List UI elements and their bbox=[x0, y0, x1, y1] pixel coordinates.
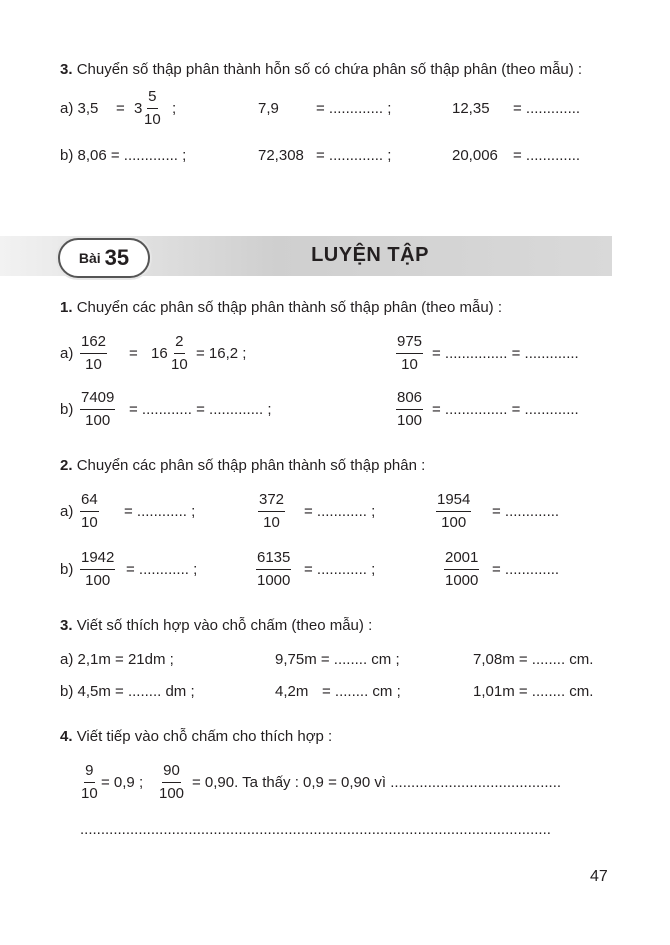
ex3-b2: 4,2m bbox=[275, 683, 309, 700]
lesson-badge-number: 35 bbox=[104, 245, 130, 270]
ex1-b-fraction-1-answer[interactable]: = ............ = ............. ; bbox=[129, 401, 272, 418]
ex2-a-fraction-1 bbox=[80, 491, 99, 532]
fraction-numerator: 1942 bbox=[80, 549, 115, 570]
fraction-denominator: 100 bbox=[397, 412, 423, 429]
ex2-a-label: a) bbox=[60, 503, 74, 520]
ex4-fraction-1 bbox=[80, 762, 99, 803]
fraction-denominator: 10 bbox=[81, 785, 98, 802]
prev-ex3-a-whole: 3 bbox=[134, 100, 143, 117]
lesson-title: LUYỆN TẬP bbox=[311, 244, 429, 266]
fraction-denominator: 100 bbox=[441, 514, 467, 531]
ex1-b-fraction-2-answer[interactable]: = ............... = ............. bbox=[432, 401, 579, 418]
fraction-denominator: 10 bbox=[171, 356, 188, 373]
ex4-explanation-line[interactable]: = 0,90. Ta thấy : 0,9 = 0,90 vì ......................................... bbox=[192, 774, 562, 791]
fraction-numerator: 2 bbox=[174, 333, 184, 354]
ex3-b3[interactable]: 1,01m = ........ cm. bbox=[473, 683, 594, 700]
fraction-numerator: 64 bbox=[80, 491, 99, 512]
fraction-denominator: 10 bbox=[85, 356, 102, 373]
ex4-number: 4. bbox=[60, 728, 73, 745]
ex3-number: 3. bbox=[60, 617, 73, 634]
prev-ex3-a-item3: 12,35 bbox=[452, 100, 490, 117]
prev-ex3-b-item3-answer[interactable]: = ............. bbox=[513, 147, 581, 164]
ex1-a-whole: 16 bbox=[151, 345, 168, 362]
ex2-a-fraction-2-answer[interactable]: = ............ ; bbox=[304, 503, 376, 520]
ex2-number: 2. bbox=[60, 457, 73, 474]
ex1-heading bbox=[60, 299, 502, 317]
prev-ex3-heading bbox=[60, 61, 582, 79]
fraction-denominator: 10 bbox=[144, 111, 161, 128]
fraction-denominator: 100 bbox=[85, 412, 111, 429]
fraction-denominator: 10 bbox=[401, 356, 418, 373]
fraction-numerator: 5 bbox=[147, 88, 157, 109]
ex1-a-label: a) bbox=[60, 345, 74, 362]
ex2-a-fraction-3-answer[interactable]: = ............. bbox=[492, 503, 560, 520]
fraction-numerator: 90 bbox=[162, 762, 181, 783]
ex3-b2-answer[interactable]: = ........ cm ; bbox=[322, 683, 401, 700]
ex1-a-fraction-3 bbox=[396, 333, 423, 374]
prev-ex3-a-label: a) 3,5 bbox=[60, 100, 99, 117]
fraction-numerator: 2001 bbox=[444, 549, 479, 570]
ex2-title: Chuyển các phân số thập phân thành số thập phân : bbox=[76, 457, 426, 474]
fraction-numerator: 6135 bbox=[256, 549, 291, 570]
ex1-title: Chuyển các phân số thập phân thành số thập phân (theo mẫu) : bbox=[76, 299, 502, 316]
ex1-a-fraction-2 bbox=[170, 333, 189, 374]
fraction-denominator: 1000 bbox=[445, 572, 479, 589]
fraction-numerator: 372 bbox=[258, 491, 285, 512]
ex4-title: Viết tiếp vào chỗ chấm cho thích hợp : bbox=[76, 728, 333, 745]
lesson-badge-label: Bài bbox=[78, 250, 101, 266]
ex2-b-fraction-2-answer[interactable]: = ............ ; bbox=[304, 561, 376, 578]
ex1-b-fraction-1 bbox=[80, 389, 115, 430]
fraction-numerator: 9 bbox=[84, 762, 94, 783]
ex4-heading bbox=[60, 728, 332, 746]
prev-ex3-a-item2-answer[interactable]: = ............. ; bbox=[316, 100, 392, 117]
ex1-a-fraction-1 bbox=[80, 333, 107, 374]
ex1-b-fraction-2 bbox=[396, 389, 423, 430]
lesson-badge bbox=[58, 238, 150, 278]
ex1-b-label: b) bbox=[60, 401, 74, 418]
ex2-a-fraction-2 bbox=[258, 491, 285, 532]
page-number: 47 bbox=[590, 868, 608, 885]
ex2-a-fraction-3 bbox=[436, 491, 471, 532]
fraction-denominator: 10 bbox=[81, 514, 98, 531]
fraction-denominator: 1000 bbox=[257, 572, 291, 589]
ex4-fraction-1-answer: = 0,9 ; bbox=[101, 774, 144, 791]
ex4-fraction-2 bbox=[158, 762, 185, 803]
ex3-b1[interactable]: b) 4,5m = ........ dm ; bbox=[60, 683, 195, 700]
prev-ex3-b-item2: 72,308 bbox=[258, 147, 304, 164]
ex2-b-label: b) bbox=[60, 561, 74, 578]
prev-ex3-a-fraction bbox=[143, 88, 162, 129]
fraction-numerator: 7409 bbox=[80, 389, 115, 410]
ex3-title: Viết số thích hợp vào chỗ chấm (theo mẫu) : bbox=[76, 617, 373, 634]
ex3-a1: a) 2,1m = 21dm ; bbox=[60, 651, 174, 668]
prev-ex3-a-eq: = bbox=[116, 100, 125, 117]
fraction-denominator: 100 bbox=[159, 785, 185, 802]
prev-ex3-a-semicolon: ; bbox=[172, 100, 177, 117]
ex2-b-fraction-2 bbox=[256, 549, 291, 590]
ex2-b-fraction-1 bbox=[80, 549, 115, 590]
prev-ex3-a-item3-answer[interactable]: = ............. bbox=[513, 100, 581, 117]
ex3-a2[interactable]: 9,75m = ........ cm ; bbox=[275, 651, 400, 668]
fraction-numerator: 975 bbox=[396, 333, 423, 354]
ex3-a3[interactable]: 7,08m = ........ cm. bbox=[473, 651, 594, 668]
ex2-heading bbox=[60, 457, 425, 475]
fraction-numerator: 162 bbox=[80, 333, 107, 354]
fraction-denominator: 100 bbox=[85, 572, 111, 589]
prev-ex3-b-item3: 20,006 bbox=[452, 147, 498, 164]
ex2-b-fraction-3-answer[interactable]: = ............. bbox=[492, 561, 560, 578]
prev-ex3-b-item2-answer[interactable]: = ............. ; bbox=[316, 147, 392, 164]
ex2-b-fraction-3 bbox=[444, 549, 479, 590]
ex3-heading bbox=[60, 617, 372, 635]
ex1-a-eq: = bbox=[129, 345, 138, 362]
fraction-numerator: 1954 bbox=[436, 491, 471, 512]
prev-ex3-number: 3. bbox=[60, 61, 73, 78]
ex2-a-fraction-1-answer[interactable]: = ............ ; bbox=[124, 503, 196, 520]
ex4-answer-line[interactable]: ................................................................................................................. bbox=[80, 821, 551, 838]
prev-ex3-title: Chuyển số thập phân thành hỗn số có chứa phân số thập phân (theo mẫu) : bbox=[76, 61, 583, 78]
ex1-a-fraction-3-answer[interactable]: = ............... = ............. bbox=[432, 345, 579, 362]
ex1-number: 1. bbox=[60, 299, 73, 316]
ex2-b-fraction-1-answer[interactable]: = ............ ; bbox=[126, 561, 198, 578]
fraction-numerator: 806 bbox=[396, 389, 423, 410]
fraction-denominator: 10 bbox=[263, 514, 280, 531]
prev-ex3-a-item2: 7,9 bbox=[258, 100, 279, 117]
ex1-a-result: = 16,2 ; bbox=[196, 345, 247, 362]
prev-ex3-b-item1[interactable]: b) 8,06 = ............. ; bbox=[60, 147, 187, 164]
